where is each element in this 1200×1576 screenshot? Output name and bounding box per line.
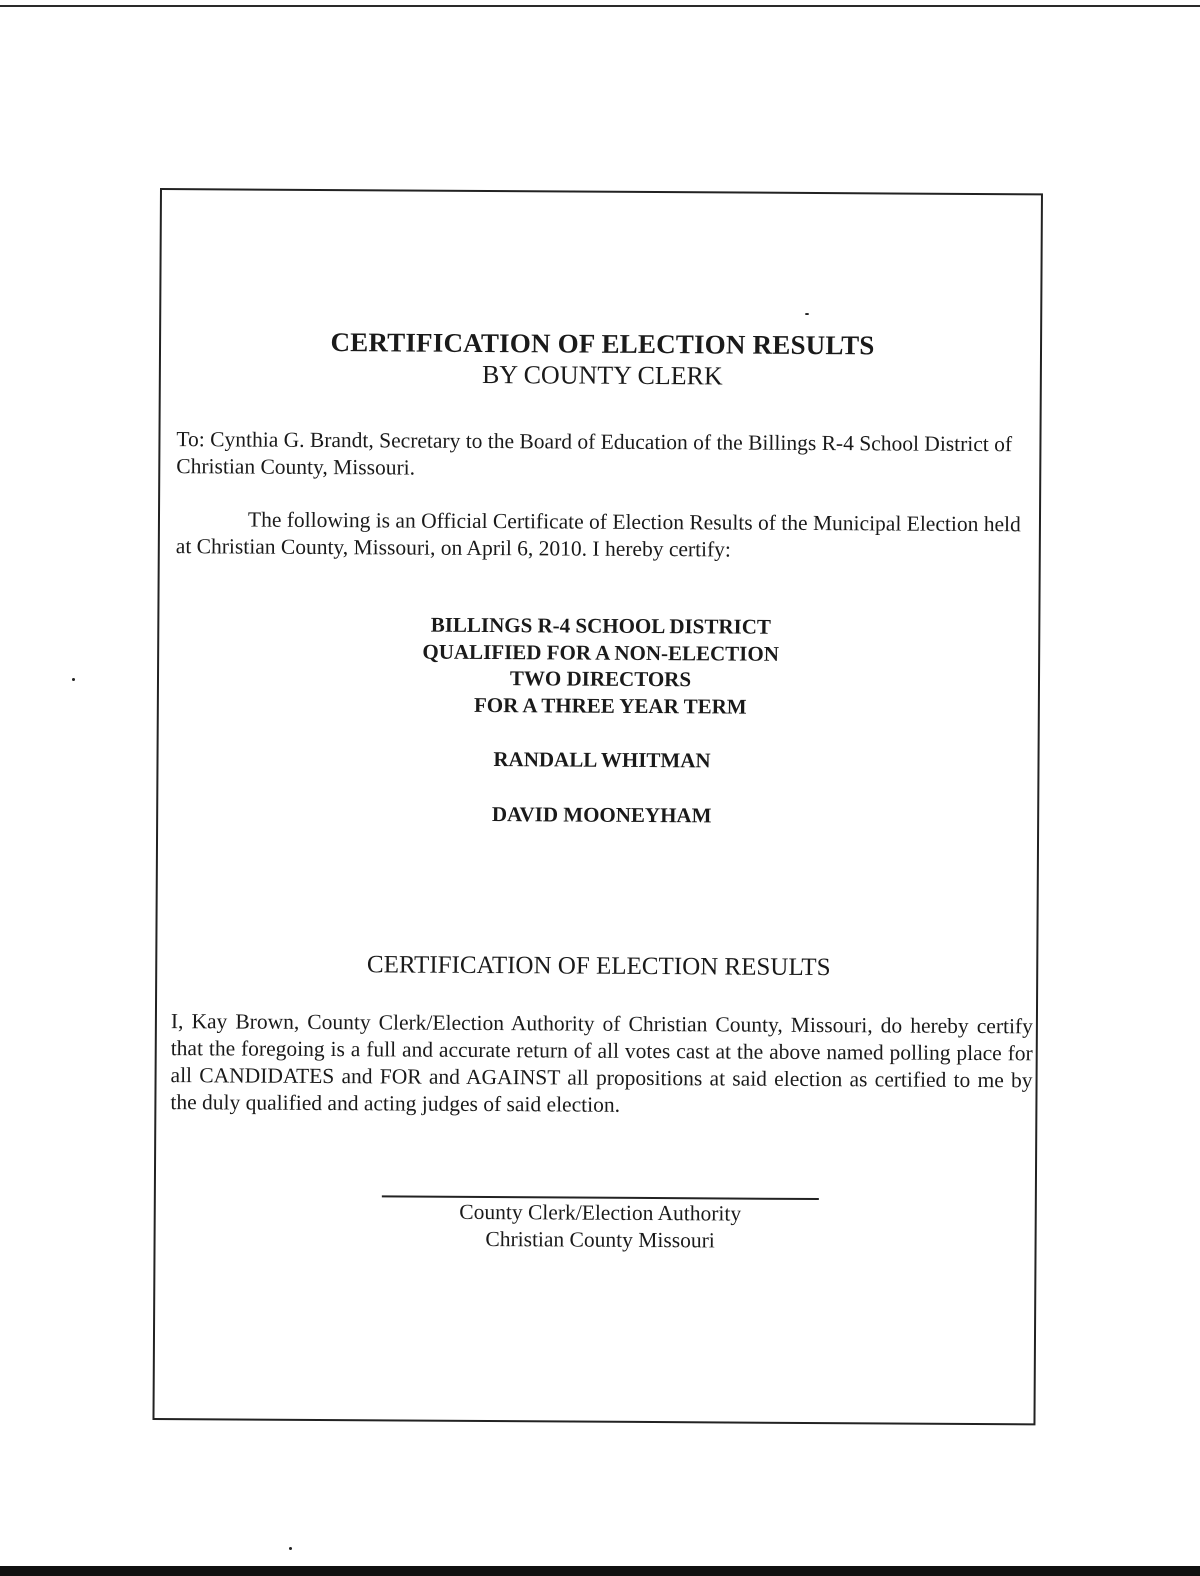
- scan-edge-bottom: [0, 1566, 1200, 1576]
- scan-edge-top: [0, 5, 1200, 7]
- signature-title: County Clerk/Election Authority: [459, 1199, 742, 1226]
- document-title: CERTIFICATION OF ELECTION RESULTS: [330, 327, 875, 361]
- district-name: BILLINGS R-4 SCHOOL DISTRICT: [430, 612, 771, 639]
- district-block: [159, 610, 1043, 721]
- addressee-paragraph: To: Cynthia G. Brandt, Secretary to the Board of Education of the Billings R-4 School District of Christian County, Missouri.: [176, 427, 1013, 480]
- candidate-name: RANDALL WHITMAN: [493, 747, 711, 773]
- intro-text: The following is an Official Certificate of Election Results of the Municipal Election held at Christian County, Missouri, on April 6, 2010. I hereby certify:: [175, 507, 1021, 562]
- certificate-frame: [152, 188, 1043, 1425]
- district-term: FOR A THREE YEAR TERM: [473, 692, 747, 719]
- signature-county: Christian County Missouri: [485, 1227, 715, 1253]
- document-subtitle: BY COUNTY CLERK: [481, 359, 723, 391]
- certification-heading: CERTIFICATION OF ELECTION RESULTS: [366, 951, 831, 982]
- certification-paragraph: I, Kay Brown, County Clerk/Election Authority of Christian County, Missouri, do hereby certify that the foregoing is a full and accurate return of all votes cast at the above named polling place for all CANDIDATES and FOR and AGAINST all propositions at said election as certified to me by the duly qualified and acting judges of said election.: [170, 1009, 1033, 1117]
- district-status: QUALIFIED FOR A NON-ELECTION: [422, 639, 779, 666]
- candidate-name: DAVID MOONEYHAM: [491, 802, 712, 828]
- district-positions: TWO DIRECTORS: [509, 666, 692, 692]
- scan-speck: [289, 1547, 292, 1550]
- intro-paragraph: [176, 506, 1036, 565]
- scan-speck: [72, 678, 75, 681]
